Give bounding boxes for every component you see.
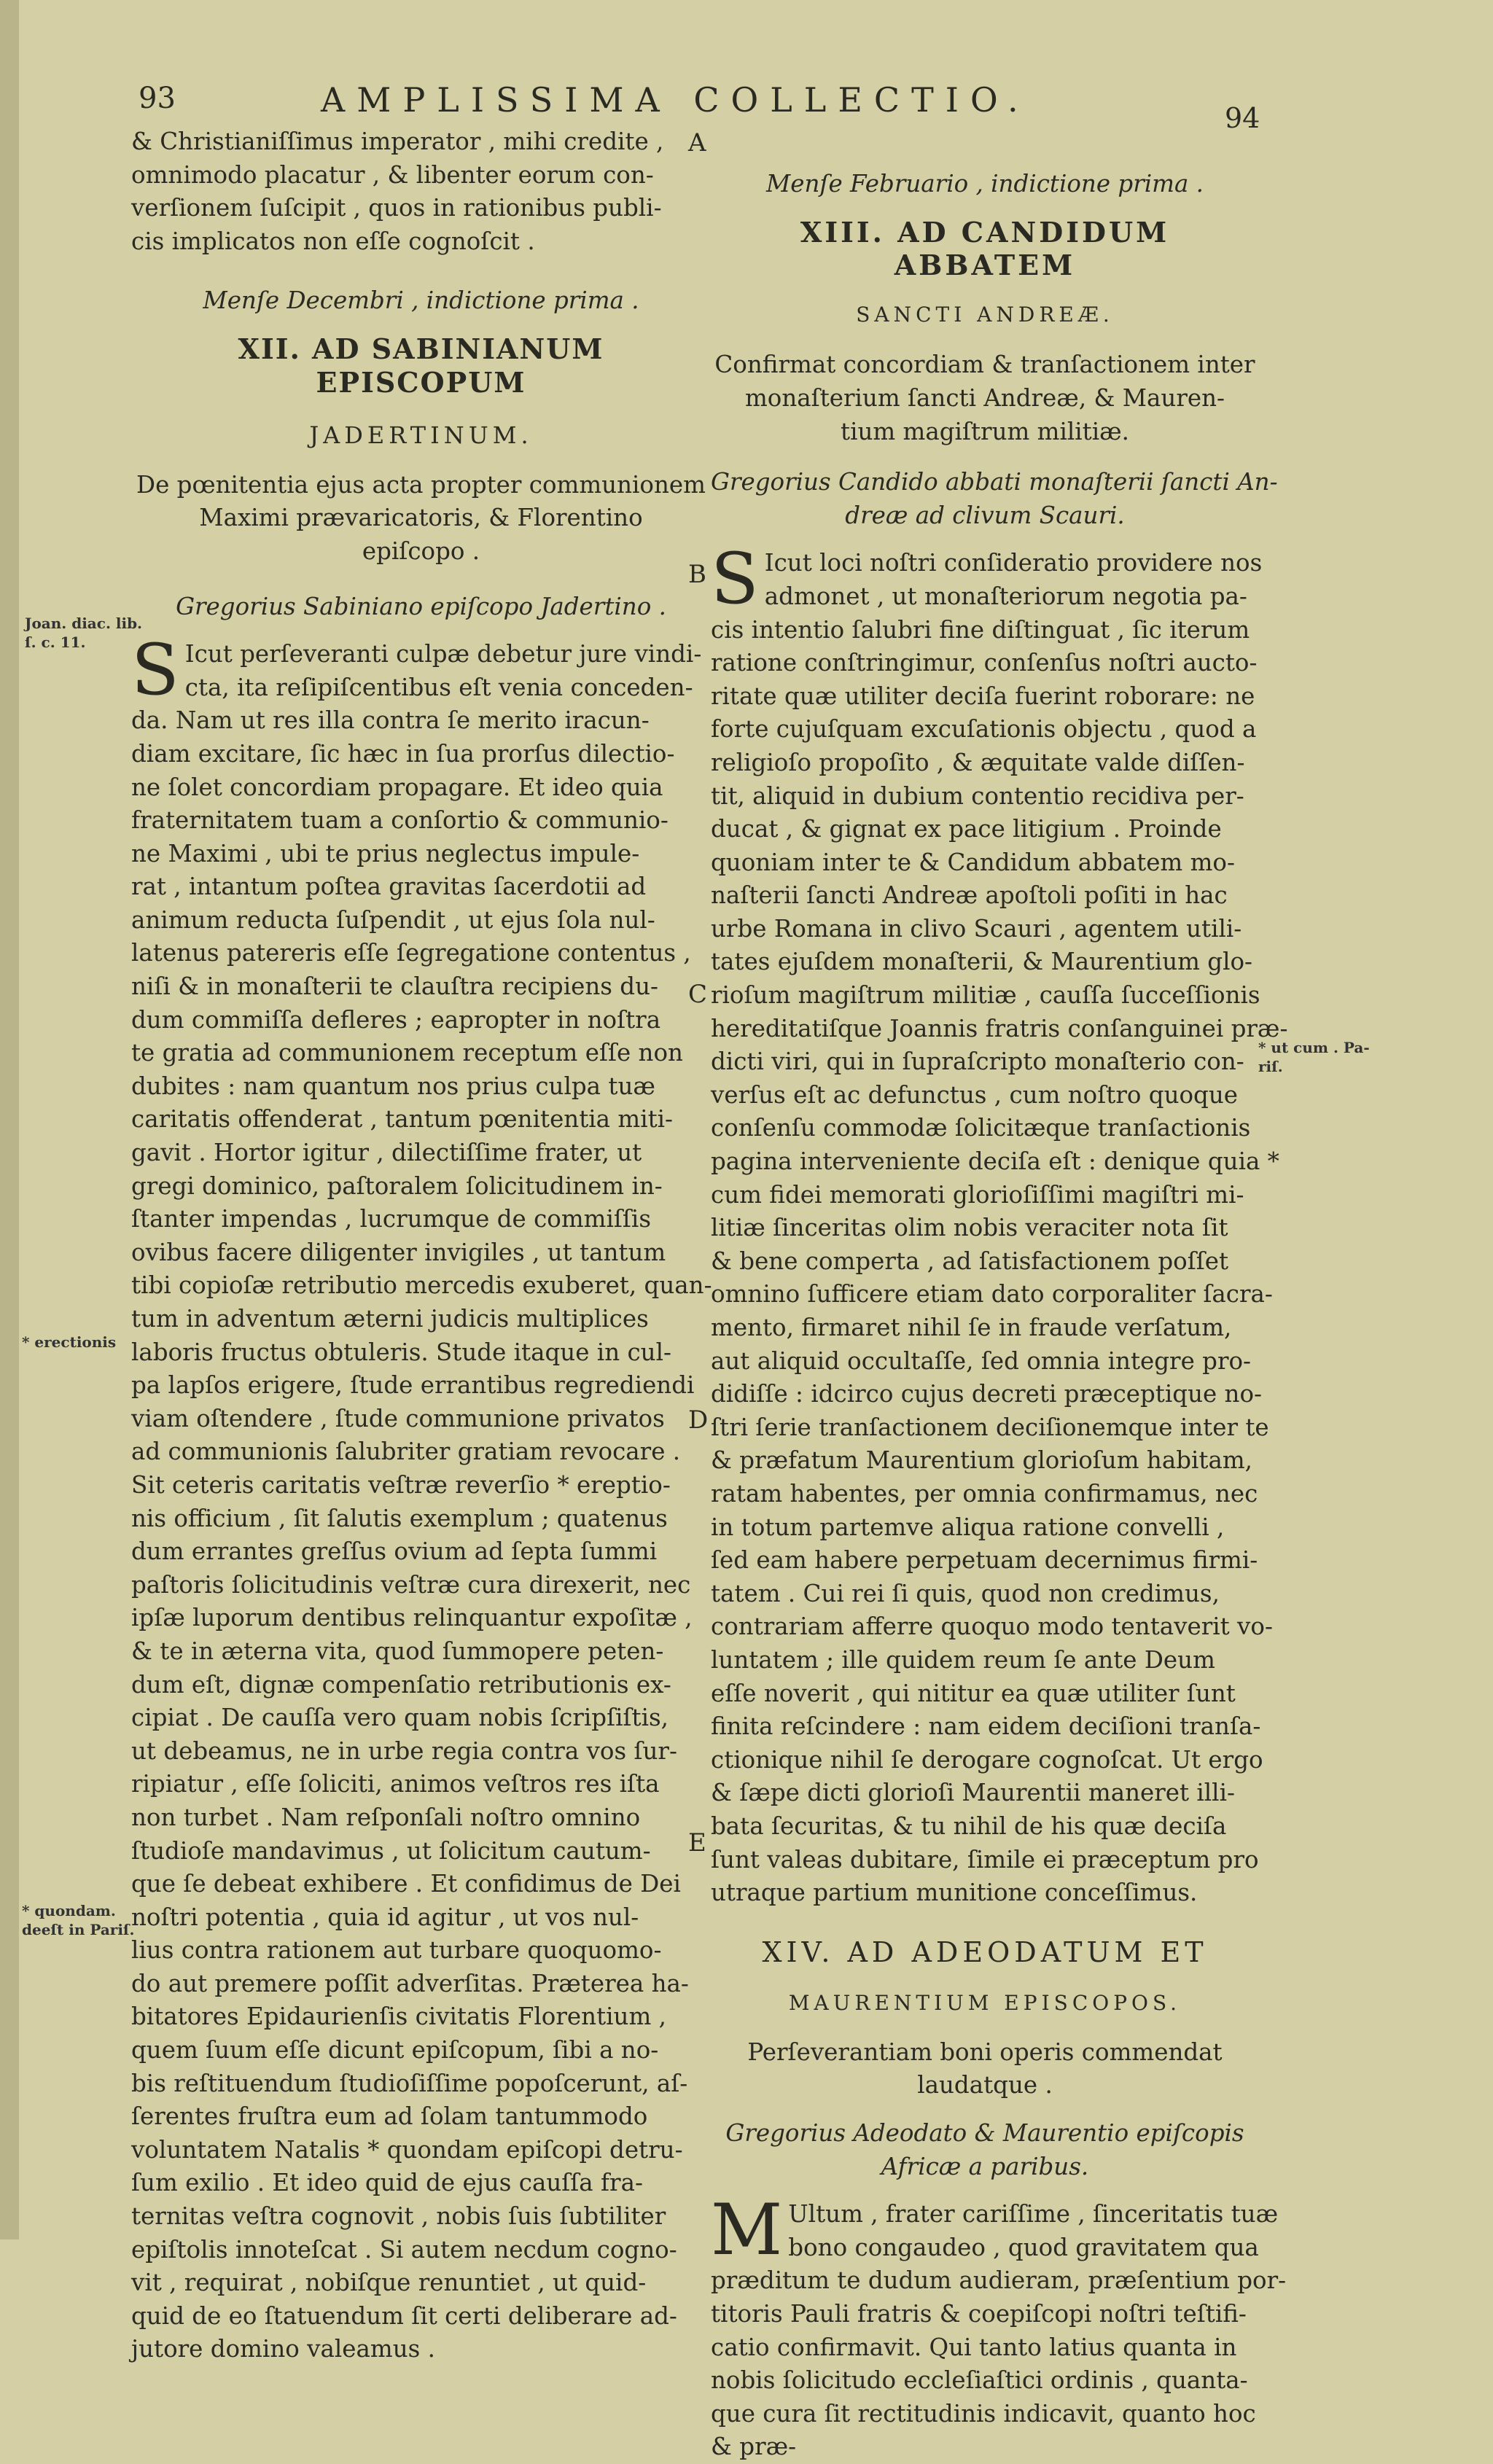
page-number-left: 93 bbox=[139, 82, 176, 115]
body-line: ne ſolet concordiam propagare. Et ideo quia bbox=[131, 773, 663, 801]
intro-line: cis implicatos non eſſe cognoſcit . bbox=[131, 227, 535, 255]
body-line: ratione conſtringimur, conſenſus noſtri aucto- bbox=[711, 649, 1258, 677]
salutation-xii: Gregorius Sabiniano epiſcopo Jadertino . bbox=[176, 592, 666, 620]
body-line: & præ- bbox=[711, 2433, 797, 2461]
salutation-line: Africæ a paribus. bbox=[881, 2152, 1089, 2180]
summary-xiv bbox=[711, 2036, 1259, 2102]
margin-line: riſ. bbox=[1258, 1058, 1283, 1075]
body-line: bono congaudeo , quod gravitatem qua bbox=[788, 2233, 1259, 2261]
body-line: hereditatiſque Joannis fratris conſanguinei præ- bbox=[711, 1014, 1288, 1042]
body-line: pa lapſos erigere, ſtude errantibus regrediendi bbox=[131, 1371, 695, 1400]
body-line: tum in adventum æterni judicis multiplices bbox=[131, 1305, 649, 1333]
intro-line: & Christianiſſimus imperator , mihi credite , bbox=[131, 128, 664, 155]
body-line: bitatores Epidaurienſis civitatis Florentium , bbox=[131, 2003, 666, 2031]
margin-line: * ut cum . Pa- bbox=[1258, 1039, 1370, 1056]
body-line: do aut premere poſſit adverſitas. Præterea ha- bbox=[131, 1969, 689, 1997]
margin-note-quondam bbox=[22, 1901, 135, 1939]
body-line: Icut loci noſtri conſideratio providere nos bbox=[764, 549, 1263, 577]
body-line: litiæ ſinceritas olim nobis veraciter nota ſit bbox=[711, 1214, 1228, 1242]
margin-line: Joan. diac. lib. bbox=[25, 615, 143, 632]
body-line: ripiatur , eſſe ſoliciti, animos veſtros res iſta bbox=[131, 1770, 660, 1798]
body-line: & ſæpe dicti glorioſi Maurentii maneret illi- bbox=[711, 1779, 1235, 1807]
margin-line: * quondam. bbox=[22, 1902, 116, 1919]
body-line: niſi & in monaſterii te clauſtra recipiens du- bbox=[131, 972, 658, 1001]
body-line: noſtri potentia , quia id agitur , ut vos nul- bbox=[131, 1903, 639, 1931]
letter-subtitle-xii: JADERTINUM. bbox=[309, 421, 533, 450]
body-line: & te in æterna vita, quod ſummopere peten- bbox=[131, 1637, 664, 1665]
body-line: admonet , ut monaſteriorum negotia pa- bbox=[764, 582, 1247, 610]
rubric-date-xii: Menſe Decembri , indictione prima . bbox=[203, 286, 639, 315]
rubric-date-xiii: Menſe Februario , indictione prima . bbox=[765, 170, 1204, 198]
body-line: voluntatem Natalis * quondam epiſcopi detru- bbox=[131, 2135, 683, 2164]
body-line: gavit . Hortor igitur , dilectiſſime frater, ut bbox=[131, 1139, 642, 1167]
body-line: tit, aliquid in dubium contentio recidiva per- bbox=[711, 781, 1244, 810]
intro-paragraph bbox=[131, 125, 711, 258]
summary-line: Maximi prævaricatoris, & Florentino bbox=[199, 504, 643, 532]
salutation-line: Gregorius Adeodato & Maurentio epiſcopis bbox=[725, 2119, 1244, 2148]
body-line: tatem . Cui rei ſi quis, quod non credimus, bbox=[711, 1579, 1220, 1607]
body-line: te gratia ad communionem receptum eſſe non bbox=[131, 1039, 683, 1067]
body-line: vit , requirat , nobiſque renuntiet , ut quid- bbox=[131, 2269, 647, 2297]
body-line: tates ejuſdem monaſterii, & Maurentium glo- bbox=[711, 948, 1253, 976]
summary-line: De pœnitentia ejus acta propter communionem bbox=[136, 470, 706, 499]
body-line: ovibus facere diligenter invigiles , ut tantum bbox=[131, 1238, 666, 1266]
body-line: in totum partemve aliqua ratione convelli , bbox=[711, 1513, 1225, 1541]
summary-line: laudatque . bbox=[917, 2071, 1053, 2100]
body-line: præditum te dudum audieram, præſentium por- bbox=[711, 2266, 1287, 2295]
body-line: urbe Romana in clivo Scauri , agentem utili- bbox=[711, 914, 1242, 943]
letter-body-xiii bbox=[711, 538, 1288, 1909]
right-column bbox=[711, 168, 1288, 2464]
body-line: Icut perſeveranti culpæ debetur jure vindi- bbox=[184, 640, 702, 668]
salutation-line: dreæ ad clivum Scauri. bbox=[845, 501, 1125, 529]
page-number-right: 94 bbox=[1225, 102, 1260, 134]
salutation-xiii bbox=[711, 466, 1278, 532]
body-line: pagina interveniente deciſa eſt : denique quia * bbox=[711, 1147, 1279, 1176]
body-line: ratam habentes, per omnia confirmamus, nec bbox=[711, 1479, 1258, 1508]
body-line: quid de eo ſtatuendum ſit certi deliberare ad- bbox=[131, 2301, 677, 2330]
body-line: gregi dominico, paſtoralem ſolicitudinem in- bbox=[131, 1171, 663, 1200]
section-letter-c: C bbox=[688, 980, 708, 1009]
body-line: cipiat . De cauſſa vero quam nobis ſcripſiſtis, bbox=[131, 1704, 668, 1732]
body-line: Sit ceteris caritatis veſtræ reverſio * ereptio- bbox=[131, 1470, 671, 1499]
body-line: ſed eam habere perpetuam decernimus firmi- bbox=[711, 1546, 1258, 1575]
page-edge bbox=[0, 0, 19, 2239]
body-line: didiſſe : idcirco cujus decreti præceptique no- bbox=[711, 1380, 1263, 1408]
left-column bbox=[131, 125, 711, 2366]
body-line: ut debeamus, ne in urbe regia contra vos ſur- bbox=[131, 1736, 677, 1765]
body-line: omnino ſufficere etiam dato corporaliter ſacra- bbox=[711, 1280, 1273, 1309]
intro-line: omnimodo placatur , & libenter eorum con- bbox=[131, 160, 654, 189]
body-line: cta, ita reſipiſcentibus eſt venia conceden- bbox=[184, 673, 693, 701]
summary-line: monaſterium ſancti Andreæ, & Mauren- bbox=[744, 383, 1225, 412]
summary-line: tium magiſtrum militiæ. bbox=[841, 417, 1129, 445]
intro-line: verſionem ſuſcipit , quos in rationibus publi- bbox=[131, 194, 662, 222]
body-line: conſenſu commodæ ſolicitæque tranſactionis bbox=[711, 1114, 1251, 1142]
body-line: cum fidei memorati glorioſiſſimi magiſtri mi- bbox=[711, 1180, 1244, 1209]
body-line: tibi copioſæ retributio mercedis exuberet, quan- bbox=[131, 1271, 712, 1300]
dropcap-m: M bbox=[711, 2189, 783, 2272]
body-line: ſtanter impendas , lucrumque de commiſſis bbox=[131, 1205, 652, 1233]
letter-title-xiii: XIII. AD CANDIDUM ABBATEM bbox=[800, 215, 1170, 282]
body-line: ad communionis ſalubriter gratiam revocare . bbox=[131, 1438, 681, 1466]
body-line: mento, firmaret nihil ſe in fraude verſatum, bbox=[711, 1314, 1232, 1341]
salutation-xiv bbox=[711, 2117, 1259, 2183]
letter-subtitle-xiv: MAURENTIUM EPISCOPOS. bbox=[788, 1991, 1182, 2016]
section-letter-d: D bbox=[688, 1406, 709, 1435]
dropcap-s-right: S bbox=[711, 538, 759, 620]
body-line: ducat , & gignat ex pace litigium . Proinde bbox=[711, 815, 1222, 843]
body-line: naſterii ſancti Andreæ apoſtoli poſiti in hac bbox=[711, 881, 1228, 910]
body-line: bis reſtituendum ſtudioſiſſime popoſcerunt, aſ- bbox=[131, 2069, 688, 2097]
body-line: fraternitatem tuam a conſortio & communio- bbox=[131, 806, 668, 835]
section-letter-e: E bbox=[688, 1828, 706, 1857]
body-line: Ultum , frater cariſſime , ſinceritatis tuæ bbox=[788, 2200, 1279, 2229]
body-line: laboris fructus obtuleris. Stude itaque in cul- bbox=[131, 1338, 671, 1366]
body-line: & bene comperta , ad ſatisfactionem poſſet bbox=[711, 1247, 1229, 1275]
letter-body-xiv bbox=[711, 2189, 1287, 2464]
dropcap-s: S bbox=[131, 629, 179, 711]
body-line: ſtudioſe mandavimus , ut ſolicitum cautum- bbox=[131, 1836, 651, 1865]
summary-line: Perſeverantiam boni operis commendat bbox=[747, 2038, 1223, 2066]
body-line: da. Nam ut res illa contra ſe merito iracun- bbox=[131, 706, 650, 735]
summary-xiii bbox=[711, 348, 1259, 448]
body-line: finita reſcindere : nam eidem deciſioni tranſa- bbox=[711, 1712, 1261, 1741]
letter-title-xiv: XIV. AD ADEODATUM ET bbox=[762, 1935, 1208, 1968]
letter-subtitle-xiii: SANCTI ANDREÆ. bbox=[856, 302, 1114, 327]
body-line: & præfatum Maurentium glorioſum habitam, bbox=[711, 1446, 1252, 1475]
body-line: animum reducta ſuſpendit , ut ejus ſola nul- bbox=[131, 905, 655, 934]
body-line: cis intentio ſalubri fine diſtinguat , ſic iterum bbox=[711, 615, 1250, 644]
body-line: rat , intantum poſtea gravitas ſacerdotii ad bbox=[131, 873, 647, 901]
letter-title-xii: XII. AD SABINIANUM EPISCOPUM bbox=[238, 332, 604, 399]
body-line: nis officium , ſit ſalutis exemplum ; quatenus bbox=[131, 1504, 668, 1532]
body-line: paſtoris ſolicitudinis veſtræ cura direxerit, nec bbox=[131, 1570, 691, 1599]
body-line: epiſtolis innoteſcat . Si autem necdum cogno- bbox=[131, 2235, 677, 2264]
margin-note-erectionis: * erectionis bbox=[22, 1333, 117, 1351]
letter-body-xii bbox=[131, 629, 712, 2366]
body-line: utraque partium munitione conceſſimus. bbox=[711, 1879, 1198, 1907]
body-line: catio confirmavit. Qui tanto latius quanta in bbox=[711, 2333, 1237, 2361]
body-line: titoris Pauli fratris & coepiſcopi noſtri teſtifi- bbox=[711, 2300, 1247, 2328]
body-line: ſunt valeas dubitare, ſimile ei præceptum pro bbox=[711, 1845, 1259, 1874]
body-line: dum commiſſa defleres ; eapropter in noſtra bbox=[131, 1005, 661, 1034]
body-line: latenus patereris eſſe ſegregatione contentus , bbox=[131, 939, 691, 967]
section-letter-a: A bbox=[688, 128, 706, 157]
margin-line: deeſt in Pariſ. bbox=[22, 1921, 135, 1938]
body-line: lius contra rationem aut turbare quoquomo- bbox=[131, 1936, 662, 1965]
body-line: verſus eſt ac defunctus , cum noſtro quoque bbox=[711, 1080, 1239, 1109]
body-line: quem ſuum eſſe dicunt epiſcopum, ſibi a no- bbox=[131, 2036, 659, 2065]
body-line: quoniam inter te & Candidum abbatem mo- bbox=[711, 848, 1235, 876]
body-line: viam oſtendere , ſtude communione privatos bbox=[131, 1404, 665, 1432]
body-line: dum eſt, dignæ compenſatio retributionis ex- bbox=[131, 1670, 671, 1699]
summary-xii bbox=[131, 469, 711, 569]
body-line: dicti viri, qui in ſupraſcripto monaſterio con- bbox=[711, 1048, 1244, 1076]
body-line: jutore domino valeamus . bbox=[131, 2335, 435, 2363]
body-line: dubites : nam quantum nos prius culpa tuæ bbox=[131, 1072, 655, 1100]
body-line: religioſo propoſito , & æquitate valde diſſen- bbox=[711, 748, 1245, 776]
body-line: nobis ſolicitudo eccleſiaſtici ordinis , quanta- bbox=[711, 2366, 1248, 2395]
summary-line: epiſcopo . bbox=[362, 537, 480, 565]
body-line: rioſum magiſtrum militiæ , cauſſa ſucceſſionis bbox=[711, 981, 1260, 1010]
body-line: que ſe debeat exhibere . Et confidimus de Dei bbox=[131, 1870, 681, 1898]
body-line: ne Maximi , ubi te prius neglectus impule- bbox=[131, 839, 640, 868]
body-line: non turbet . Nam reſponſali noſtro omnino bbox=[131, 1803, 641, 1831]
body-line: dum errantes greſſus ovium ad ſepta ſummi bbox=[131, 1537, 658, 1566]
body-line: que cura ſit rectitudinis indicavit, quanto hoc bbox=[711, 2399, 1256, 2428]
body-line: ctionique nihil ſe derogare cognoſcat. Ut ergo bbox=[711, 1745, 1263, 1774]
body-line: forte cujuſquam excuſationis objectu , quod a bbox=[711, 715, 1257, 744]
body-line: ſum exilio . Et ideo quid de ejus cauſſa fra- bbox=[131, 2169, 643, 2197]
body-line: diam excitare, ſic hæc in ſua prorſus dilectio- bbox=[131, 739, 675, 768]
margin-line: ſ. c. 11. bbox=[25, 633, 86, 651]
body-line: contrariam afferre quoquo modo tentaverit vo- bbox=[711, 1613, 1273, 1641]
body-line: ritate quæ utiliter deciſa fuerint roborare: ne bbox=[711, 682, 1255, 710]
summary-line: Confirmat concordiam & tranſactionem inter bbox=[714, 351, 1255, 379]
section-letter-b: B bbox=[688, 560, 706, 589]
body-line: ſtri ſerie tranſactionem deciſionemque inter te bbox=[711, 1413, 1269, 1441]
body-line: bata ſecuritas, & tu nihil de his quæ deciſa bbox=[711, 1812, 1227, 1840]
body-line: eſſe noverit , qui nititur ea quæ utiliter ſunt bbox=[711, 1679, 1236, 1707]
margin-note-reference bbox=[25, 614, 142, 652]
body-line: luntatem ; ille quidem reum ſe ante Deum bbox=[711, 1645, 1215, 1674]
body-line: ternitas veſtra cognovit , nobis ſuis ſubtiliter bbox=[131, 2202, 666, 2231]
body-line: aut aliquid occultaſſe, ſed omnia integre pro- bbox=[711, 1346, 1252, 1375]
body-line: ſerentes fruſtra eum ad ſolam tantummodo bbox=[131, 2102, 648, 2131]
body-line: caritatis offenderat , tantum pœnitentia miti- bbox=[131, 1105, 674, 1134]
body-line: ipſæ luporum dentibus relinquantur expoſitæ , bbox=[131, 1604, 693, 1632]
running-title: AMPLISSIMA COLLECTIO. bbox=[321, 80, 1030, 120]
salutation-line: Gregorius Candido abbati monaſterii ſancti An- bbox=[711, 468, 1278, 496]
margin-note-ut-cum bbox=[1258, 1038, 1370, 1076]
